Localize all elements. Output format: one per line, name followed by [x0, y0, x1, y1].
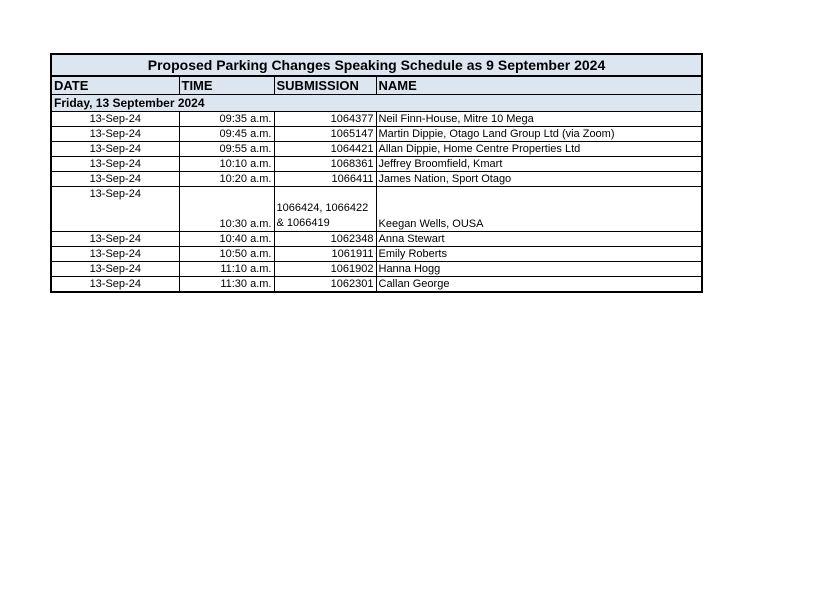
time-cell: 09:55 a.m. — [179, 142, 274, 157]
column-header-date: DATE — [51, 76, 179, 95]
table-row — [51, 232, 702, 247]
name-cell: Callan George — [376, 277, 702, 293]
column-header-row — [51, 76, 702, 95]
column-header-time: TIME — [179, 76, 274, 95]
submission-cell: 1062348 — [274, 232, 376, 247]
submission-cell: 1065147 — [274, 127, 376, 142]
title-row — [51, 54, 702, 76]
table-row — [51, 262, 702, 277]
table-row — [51, 157, 702, 172]
submission-cell — [274, 187, 376, 232]
table-row — [51, 172, 702, 187]
schedule-sheet — [50, 53, 701, 293]
name-cell: Emily Roberts — [376, 247, 702, 262]
date-cell: 13-Sep-24 — [51, 127, 179, 142]
submission-cell: 1068361 — [274, 157, 376, 172]
submission-cell: 1061902 — [274, 262, 376, 277]
date-cell: 13-Sep-24 — [51, 232, 179, 247]
name-cell: James Nation, Sport Otago — [376, 172, 702, 187]
table-row — [51, 187, 702, 232]
day-header: Friday, 13 September 2024 — [51, 95, 702, 112]
submission-cell: 1061911 — [274, 247, 376, 262]
column-header-name: NAME — [376, 76, 702, 95]
submission-cell: 1064421 — [274, 142, 376, 157]
date-cell: 13-Sep-24 — [51, 187, 179, 232]
time-cell: 10:50 a.m. — [179, 247, 274, 262]
table-row — [51, 127, 702, 142]
name-cell: Martin Dippie, Otago Land Group Ltd (via Zoom) — [376, 127, 702, 142]
name-cell: Allan Dippie, Home Centre Properties Ltd — [376, 142, 702, 157]
date-cell: 13-Sep-24 — [51, 142, 179, 157]
name-cell: Keegan Wells, OUSA — [376, 187, 702, 232]
name-cell: Jeffrey Broomfield, Kmart — [376, 157, 702, 172]
date-cell: 13-Sep-24 — [51, 262, 179, 277]
time-cell: 10:40 a.m. — [179, 232, 274, 247]
time-cell: 10:30 a.m. — [179, 187, 274, 232]
date-cell: 13-Sep-24 — [51, 247, 179, 262]
date-cell: 13-Sep-24 — [51, 172, 179, 187]
submission-cell: 1066411 — [274, 172, 376, 187]
submission-line: 1066424, 1066422 — [276, 202, 369, 214]
date-cell: 13-Sep-24 — [51, 277, 179, 293]
table-row — [51, 112, 702, 127]
time-cell: 11:30 a.m. — [179, 277, 274, 293]
submission-cell: 1062301 — [274, 277, 376, 293]
table-row — [51, 142, 702, 157]
date-cell: 13-Sep-24 — [51, 112, 179, 127]
schedule-title: Proposed Parking Changes Speaking Schedule as 9 September 2024 — [51, 54, 702, 76]
time-cell: 10:20 a.m. — [179, 172, 274, 187]
column-header-submission: SUBMISSION — [274, 76, 376, 95]
table-row — [51, 277, 702, 293]
name-cell: Anna Stewart — [376, 232, 702, 247]
time-cell: 09:35 a.m. — [179, 112, 274, 127]
table-row — [51, 247, 702, 262]
submission-line: & 1066419 — [276, 217, 330, 229]
submission-cell: 1064377 — [274, 112, 376, 127]
time-cell: 10:10 a.m. — [179, 157, 274, 172]
name-cell: Neil Finn-House, Mitre 10 Mega — [376, 112, 702, 127]
time-cell: 09:45 a.m. — [179, 127, 274, 142]
time-cell: 11:10 a.m. — [179, 262, 274, 277]
day-header-row — [51, 95, 702, 112]
schedule-table — [50, 53, 703, 293]
name-cell: Hanna Hogg — [376, 262, 702, 277]
date-cell: 13-Sep-24 — [51, 157, 179, 172]
